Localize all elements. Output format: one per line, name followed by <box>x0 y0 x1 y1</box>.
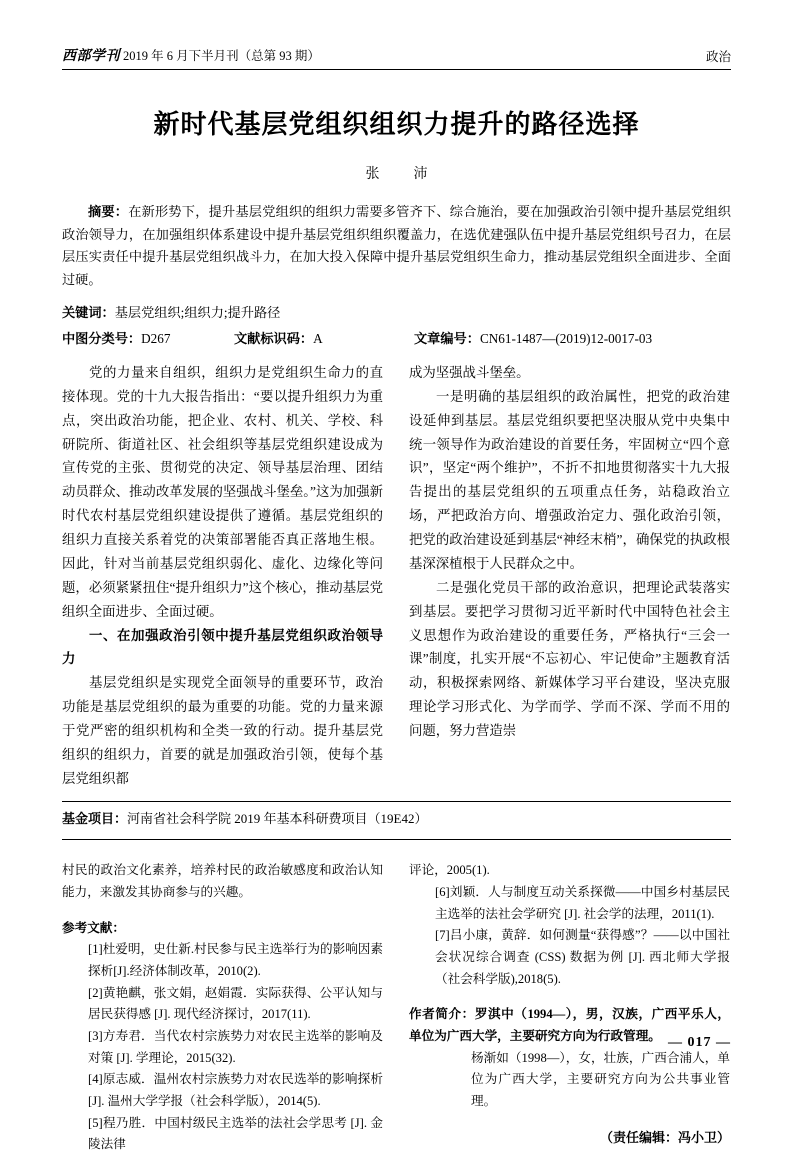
reference-item: [2]黄艳麒，张文娟，赵娟霞．实际获得、公平认知与居民获得感 [J]. 现代经济探讨，2017(11). <box>88 985 383 1022</box>
reference-item-continued: 评论，2005(1). <box>409 863 490 878</box>
keywords-block <box>62 302 731 324</box>
body-column-right <box>409 361 730 790</box>
fund-label: 基金项目： <box>62 810 128 826</box>
issue-info: 2019 年 6 月下半月刊（总第 93 期） <box>123 49 320 63</box>
page-title: 新时代基层党组织组织力提升的路径选择 <box>153 109 640 139</box>
continued-paragraph: 村民的政治文化素养，培养村民的政治敏感度和政治认知能力，来激发其协商参与的兴趣。 <box>62 863 383 899</box>
section-separator-rule <box>62 839 731 840</box>
body-paragraph: 基层党组织是实现党全面领导的重要环节，政治功能是基层党组织的最为重要的功能。党的力量来源于党严密的组织机构和全类一致的行动。提升基层党组织的组织力，首要的就是加强政治引领，使每个基层党组织都 <box>62 675 383 786</box>
abstract-block <box>62 201 731 292</box>
responsible-editor: （责任编辑：冯小卫） <box>599 1129 730 1145</box>
author-bio-block <box>409 1004 730 1112</box>
reference-item: [1]杜爱明，史仕新.村民参与民主选举行为的影响因素探析[J].经济体制改革，2010(2). <box>88 942 383 978</box>
reference-item: [7]吕小康，黄辞．如何测量“获得感”？——以中国社会状况综合调查 (CSS) 数据为例 [J]. 西北师大学报（社会科学版),2018(5). <box>435 928 730 986</box>
fund-text: 河南省社会科学院 2019 年基本科研费项目（19E42） <box>127 810 428 826</box>
reference-item: [5]程乃胜．中国村级民主选举的法社会学思考 [J]. 金陵法律 <box>88 1115 383 1152</box>
author-bio-first: 罗淇中（1994—），男，汉族，广西平乐人，单位为广西大学，主要研究方向为行政管理。 <box>409 1007 731 1043</box>
abstract-paragraph <box>62 201 731 292</box>
fund-rule <box>62 801 731 802</box>
body-paragraph: 党的力量来自组织，组织力是党组织生命力的直接体现。党的十九大报告指出：“要以提升组织力为重点，突出政治功能，把企业、农村、机关、学校、科研院所、街道社区、社会组织等基层党组织建设成为宣传党的主张、贯彻党的决定、领导基层治理、团结动员群众、推动改革发展的坚强战斗堡垒。”这为加强新时代农村基层党组织建设提供了遵循。基层党组织的组织力直接关系着党的决策部署能否真正落地生根。因此，针对当前基层党组织弱化、虚化、边缘化等问题，必须紧紧扭住“提升组织力”这个核心，推动基层党组织全面进步、全面过硬。 <box>62 365 383 619</box>
header-rule <box>62 69 731 70</box>
reference-item: [6]刘颖．人与制度互动关系探微——中国乡村基层民主选举的法社会学研究 [J]. 社会学的法理，2011(1). <box>435 884 730 921</box>
lower-column-right <box>409 860 730 1156</box>
body-paragraph: 成为坚强战斗堡垒。 <box>409 365 530 381</box>
body-paragraph: 二是强化党员干部的政治意识，把理论武装落实到基层。要把学习贯彻习近平新时代中国特色社会主义思想作为政治建设的重要任务，严格执行“三会一课”制度，扎实开展“不忘初心、牢记使命”主题教育活动，积极探索网络、新媒体学习平台建设，坚决克服理论学习形式化、为学而学、学而不深、学而不用的问题，努力营造崇 <box>409 579 730 738</box>
abstract-text: 在新形势下，提升基层党组织的组织力需要多管齐下、综合施治，要在加强政治引领中提升基层党组织政治领导力，在加强组织体系建设中提升基层党组织组织覆盖力，在选优建强队伍中提升基层党组织号召力，在层层压实责任中提升基层党组织战斗力，在加大投入保障中提升基层党组织生命力，推动基层党组织全面进步、全面过硬。 <box>62 203 731 287</box>
running-head <box>62 0 731 65</box>
article-number <box>414 328 731 347</box>
clc-number <box>62 328 234 347</box>
section-heading: 一、在加强政治引领中提升基层党组织政治领导力 <box>62 627 383 667</box>
keywords-label: 关键词： <box>62 304 115 320</box>
document-code <box>234 328 414 347</box>
running-head-left <box>62 48 320 65</box>
reference-item: [3]方寿君．当代农村宗族势力对农民主选举的影响及对策 [J]. 学理论，2015(32). <box>88 1028 383 1065</box>
journal-name: 西部学刊 <box>62 48 120 64</box>
doc-code-value: A <box>313 331 323 347</box>
abstract-label: 摘要： <box>88 203 129 219</box>
clc-label: 中图分类号： <box>62 331 142 347</box>
section-label: 政治 <box>705 49 731 64</box>
article-number-value: CN61-1487—(2019)12-0017-03 <box>479 331 653 347</box>
doc-code-label: 文献标识码： <box>234 331 314 347</box>
author-name: 张 沛 <box>365 166 438 182</box>
lower-columns <box>62 860 731 1156</box>
references-heading: 参考文献： <box>62 920 125 935</box>
article-number-label: 文章编号： <box>414 331 480 347</box>
page-number: — 017 — <box>668 1035 731 1050</box>
body-column-left <box>62 361 383 790</box>
lower-column-left <box>62 860 383 1156</box>
keywords-text: 基层党组织;组织力;提升路径 <box>114 304 281 320</box>
author-bio-label: 作者简介： <box>409 1007 475 1022</box>
body-columns <box>62 361 731 790</box>
fund-note <box>62 809 731 830</box>
body-paragraph: 一是明确的基层组织的政治属性，把党的政治建设延伸到基层。基层党组织要把坚决服从党中央集中统一领导作为政治建设的首要任务，牢固树立“四个意识”，坚定“两个维护”，不折不扣地贯彻落实十九大报告提出的基层党组织的五项重点任务，站稳政治立场，严把政治方向、增强政治定力、强化政治引领，把党的政治建设延到基层“神经末梢”，确保党的执政根基深深植根于人民群众之中。 <box>409 388 730 571</box>
clc-value: D267 <box>141 331 171 347</box>
classification-line <box>62 328 731 347</box>
reference-item: [4]原志威．温州农村宗族势力对农民选举的影响探析 [J]. 温州大学学报（社会科学版），2014(5). <box>88 1072 383 1108</box>
author-bio-second: 杨渐如（1998—），女，壮族，广西合浦人，单位为广西大学，主要研究方向为公共事业管理。 <box>471 1050 730 1108</box>
